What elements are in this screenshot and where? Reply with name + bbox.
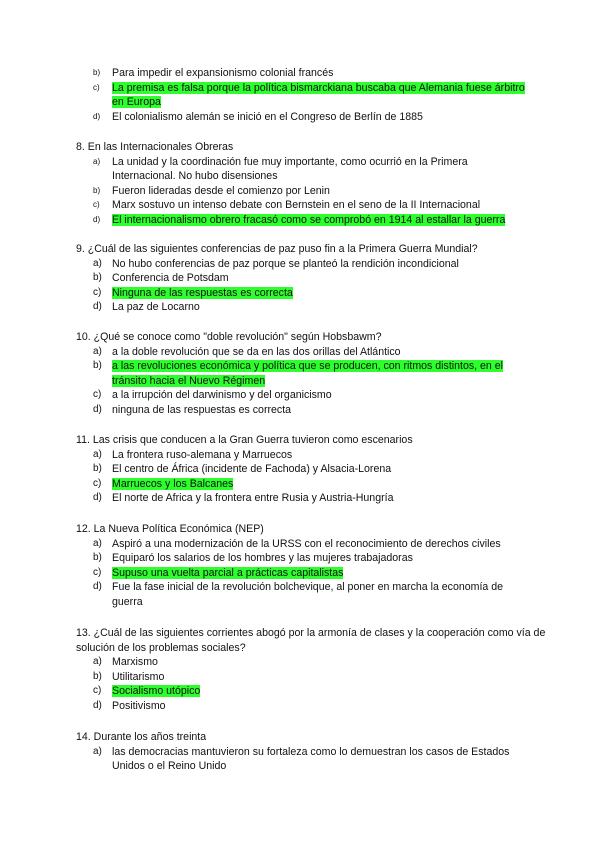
option-d [0,300,603,315]
option-text: Fueron lideradas desde el comienzo por Lenin [112,184,330,197]
option-b [0,359,603,388]
option-d [0,491,603,506]
option-letter: a) [93,156,101,166]
option-letter: c) [93,566,102,578]
option-text-correct: a las revoluciones económica y política que se producen, con ritmos distintos, en el tránsito hacia el Nuevo Régimen [112,360,504,387]
option-d [0,403,603,418]
question-title: 8. En las Internacionales Obreras [76,141,234,153]
option-letter: d) [93,214,101,224]
option-text: No hubo conferencias de paz porque se planteó la rendición incondicional [112,257,459,270]
option-c [0,477,603,492]
option-d [0,213,603,228]
option-text: a la irrupción del darwinismo y del organicismo [112,389,332,402]
option-letter: c) [93,477,102,489]
question-9 [0,242,603,315]
question-title: 13. ¿Cuál de las siguientes corrientes abogó por la armonía de clases y la cooperación como vía de solución de los problemas sociales? [76,627,546,654]
option-c [0,566,603,581]
option-text: Marx sostuvo un intenso debate con Bernstein en el seno de la II Internacional [112,199,481,212]
option-letter: a) [93,745,102,757]
option-letter: a) [93,345,102,357]
option-a [0,345,603,360]
option-c [0,388,603,403]
option-letter: c) [93,200,100,210]
question-12 [0,522,603,610]
option-text: La paz de Locarno [112,301,200,314]
option-a [0,448,603,463]
option-text: Marxismo [112,656,158,669]
option-b [0,271,603,286]
option-text-correct: Ninguna de las respuestas es correcta [112,286,293,299]
option-text-correct: El internacionalismo obrero fracasó como se comprobó en 1914 al estallar la guerra [112,213,506,226]
option-a [0,257,603,272]
option-c [0,684,603,699]
question-7 [0,66,603,124]
option-letter: b) [93,185,101,195]
option-text-correct: Marruecos y los Balcanes [112,477,234,490]
option-d [0,699,603,714]
option-c [0,286,603,301]
question-14 [0,730,603,774]
option-letter: b) [93,670,102,682]
option-text: Fue la fase inicial de la revolución bolchevique, al poner en marcha la economía de guerra [112,581,504,608]
option-d [0,110,603,125]
option-b [0,66,603,81]
option-letter: c) [93,286,102,298]
option-letter: a) [93,448,102,460]
option-text-correct: Supuso una vuelta parcial a prácticas capitalistas [112,566,344,579]
option-a [0,537,603,552]
option-letter: b) [93,360,102,372]
option-text: La frontera ruso-alemana y Marruecos [112,448,293,461]
option-letter: d) [93,581,102,593]
option-letter: a) [93,257,102,269]
question-title: 11. Las crisis que conducen a la Gran Guerra tuvieron como escenarios [76,434,413,446]
option-c [0,81,603,110]
option-text: El centro de África (incidente de Fachoda) y Alsacia-Lorena [112,463,392,476]
option-text: ninguna de las respuestas es correcta [112,403,292,416]
option-text: El colonialismo alemán se inició en el Congreso de Berlín de 1885 [112,110,423,123]
question-title: 12. La Nueva Política Económica (NEP) [76,523,264,535]
option-text: Equiparó los salarios de los hombres y las mujeres trabajadoras [112,552,413,565]
option-a [0,745,603,774]
option-letter: b) [93,68,101,77]
question-title: 14. Durante los años treinta [76,731,207,743]
option-text: Aspiró a una modernización de la URSS con el reconocimiento de derechos civiles [112,537,501,550]
option-letter: b) [93,552,102,564]
option-text-correct: La premisa es falsa porque la política bismarckiana buscaba que Alemania fuese árbitro en Europa [112,81,525,109]
question-10 [0,330,603,418]
option-text: a la doble revolución que se da en las dos orillas del Atlántico [112,345,401,358]
option-letter: d) [93,111,101,121]
option-text: las democracias mantuvieron su fortaleza como lo demuestran los casos de Estados Unidos o el Reino Unido [112,745,510,773]
question-13 [0,626,603,714]
option-b [0,462,603,477]
option-text-correct: Socialismo utópico [112,685,201,698]
option-text: La unidad y la coordinación fue muy importante, como ocurrió en la Primera Internacional. No hubo disensiones [112,155,468,183]
option-letter: b) [93,272,102,284]
option-letter: d) [93,403,102,415]
option-letter: a) [93,537,102,549]
question-title: 9. ¿Cuál de las siguientes conferencias de paz puso fin a la Primera Guerra Mundial? [76,243,478,255]
option-b [0,184,603,199]
option-letter: d) [93,699,102,711]
option-b [0,551,603,566]
option-b [0,670,603,685]
option-text: Utilitarismo [112,670,165,683]
question-11 [0,433,603,506]
option-letter: d) [93,301,102,313]
option-letter: c) [93,82,100,92]
option-a [0,155,603,184]
option-letter: b) [93,463,102,475]
option-a [0,655,603,670]
option-text: Para impedir el expansionismo colonial francés [112,67,334,79]
question-8 [0,140,603,228]
option-letter: c) [93,685,102,697]
option-text: Positivismo [112,699,166,712]
option-text: Conferencia de Potsdam [112,272,229,285]
question-title: 10. ¿Qué se conoce como "doble revolución" según Hobsbawm? [76,331,382,343]
option-letter: d) [93,492,102,504]
option-letter: c) [93,389,102,401]
option-d [0,580,603,609]
option-c [0,198,603,213]
option-letter: a) [93,656,102,668]
option-text: El norte de Africa y la frontera entre Rusia y Austria-Hungría [112,492,394,505]
